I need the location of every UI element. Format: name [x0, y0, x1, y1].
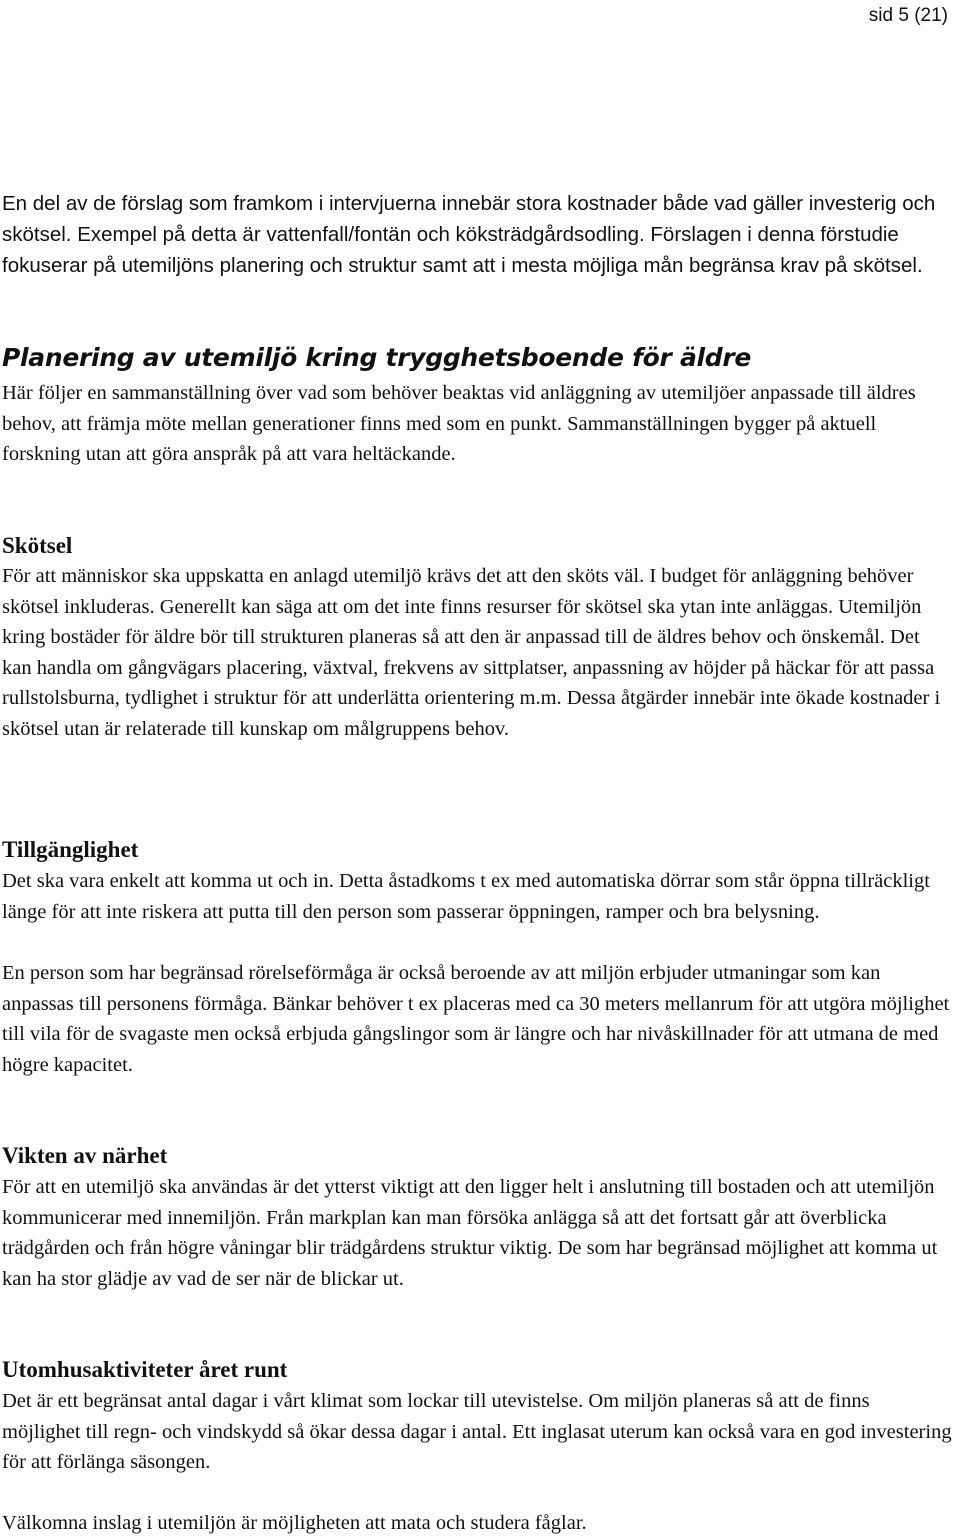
- section-heading-utomhus: Utomhusaktiviteter året runt: [2, 1357, 288, 1382]
- intro-paragraph: En del av de förslag som framkom i intervjuerna innebär stora kostnader både vad gäller investerig och skötsel. Exempel på detta är vattenfall/fontän och köksträdgårdsodling. Förslagen i denna förstudie fokuserar på utemiljöns planering och struktur samt att i mesta möjliga mån begränsa krav på skötsel.: [2, 192, 936, 277]
- section-text-vikten: För att en utemiljö ska användas är det ytterst viktigt att den ligger helt i anslutning till bostaden och att utemiljön kommunicerar med innemiljön. Från markplan kan man försöka anlägga så att det fortsatt går att överblicka trädgården och från högre våningar blir trädgårdens struktur viktig. De som har begränsad möjlighet att komma ut kan ha stor glädje av vad de ser när de blickar ut.: [2, 1176, 938, 1290]
- section-heading-skotsel: Skötsel: [2, 533, 73, 558]
- section-text-utomhus-2: Välkomna inslag i utemiljön är möjligheten att mata och studera fåglar.: [2, 1512, 587, 1534]
- lead-paragraph: Här följer en sammanställning över vad som behöver beaktas vid anläggning av utemiljöer anpassade till äldres behov, att främja möte mellan generationer finns med som en punkt. Sammanställningen bygger på aktuell forskning utan att göra anspråk på att vara heltäckande.: [2, 382, 916, 465]
- section-heading-vikten: Vikten av närhet: [2, 1143, 168, 1168]
- section-text-utomhus-1: Det är ett begränsat antal dagar i vårt klimat som lockar till utevistelse. Om miljön planeras så att de finns möjlighet till regn- och vindskydd så ökar dessa dagar i antal. Ett inglasat uterum kan också vara en god investering för att förlänga säsongen.: [2, 1390, 952, 1473]
- section-heading-tillganglighet: Tillgänglighet: [2, 837, 139, 862]
- page-title: Planering av utemiljö kring trygghetsboende för äldre: [2, 343, 752, 372]
- section-text-tillganglighet-1: Det ska vara enkelt att komma ut och in. Detta åstadkoms t ex med automatiska dörrar som står öppna tillräckligt länge för att inte riskera att putta till den person som passerar öppningen, ramper och bra belysning.: [2, 870, 930, 923]
- section-text-tillganglighet-2: En person som har begränsad rörelseförmåga är också beroende av att miljön erbjuder utmaningar som kan anpassas till personens förmåga. Bänkar behöver t ex placeras med ca 30 meters mellanrum för att utgöra möjlighet till vila för de svagaste men också erbjuda gångslingor som är längre och har nivåskillnader för att utmana de med högre kapacitet.: [2, 962, 950, 1076]
- page-number: sid 5 (21): [868, 5, 948, 26]
- section-text-skotsel: För att människor ska uppskatta en anlagd utemiljö krävs det att den sköts väl. I budget för anläggning behöver skötsel inkluderas. Generellt kan säga att om det inte finns resurser för skötsel ska ytan inte anläggas. Utemiljön kring bostäder för äldre bör till strukturen planeras så att den är anpassad till de äldres behov och önskemål. Det kan handla om gångvägars placering, växtval, frekvens av sittplatser, anpassning av höjder på häckar för att passa rullstolsburna, tydlighet i struktur för att underlätta orientering m.m. Dessa åtgärder innebär inte ökade kostnader i skötsel utan är relaterade till kunskap om målgruppens behov.: [2, 565, 941, 740]
